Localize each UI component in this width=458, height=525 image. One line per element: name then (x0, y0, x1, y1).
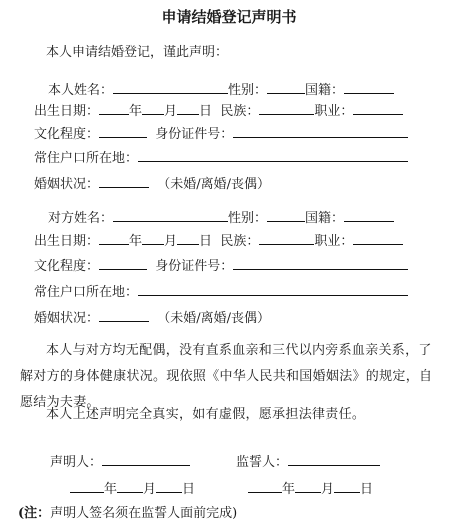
applicant-marital-row (34, 174, 270, 194)
partner-education-field[interactable] (99, 256, 147, 270)
applicant-education-label: 文化程度： (34, 127, 100, 142)
year-label: 年 (129, 234, 143, 249)
declarant-month-field[interactable] (117, 479, 143, 493)
witness-signature-field[interactable] (288, 452, 380, 466)
applicant-nationality-field[interactable] (344, 80, 394, 94)
month-label: 月 (321, 482, 335, 497)
applicant-marital-label: 婚姻状况： (34, 177, 100, 192)
partner-gender-label: 性别： (228, 211, 268, 226)
month-label: 月 (164, 234, 178, 249)
applicant-name-row (48, 80, 394, 100)
day-label: 日 (182, 482, 196, 497)
partner-marital-row (34, 308, 270, 328)
applicant-birth-row (34, 101, 403, 121)
applicant-education-field[interactable] (99, 124, 147, 138)
partner-residence-row (34, 282, 408, 302)
partner-marital-label: 婚姻状况： (34, 311, 100, 326)
declarant-year-field[interactable] (70, 479, 104, 493)
year-label: 年 (282, 482, 296, 497)
applicant-residence-field[interactable] (138, 148, 408, 162)
partner-marital-options: （未婚/离婚/丧偶） (157, 311, 271, 326)
declarant-signature-row (50, 452, 190, 472)
witness-date-row (248, 479, 373, 499)
day-label: 日 (360, 482, 374, 497)
applicant-occupation-field[interactable] (353, 101, 403, 115)
applicant-gender-label: 性别： (228, 83, 268, 98)
applicant-residence-label: 常住户口所在地： (34, 151, 139, 166)
declarant-date-row (70, 479, 195, 499)
partner-ethnicity-label: 民族： (220, 234, 260, 249)
partner-education-label: 文化程度： (34, 259, 100, 274)
partner-birth-row (34, 231, 403, 251)
witness-label: 监誓人： (236, 455, 289, 470)
witness-signature-row (236, 452, 380, 472)
partner-marital-field[interactable] (99, 308, 149, 322)
applicant-residence-row (34, 148, 408, 168)
partner-name-label: 对方姓名： (48, 211, 114, 226)
day-label: 日 (199, 234, 213, 249)
partner-occupation-field[interactable] (353, 231, 403, 245)
applicant-gender-field[interactable] (267, 80, 305, 94)
applicant-birth-label: 出生日期： (34, 104, 100, 119)
applicant-id-label: 身份证件号： (155, 127, 234, 142)
applicant-occupation-label: 职业： (314, 104, 354, 119)
declarant-signature-field[interactable] (102, 452, 190, 466)
applicant-id-field[interactable] (233, 124, 408, 138)
applicant-birth-day-field[interactable] (177, 101, 199, 115)
month-label: 月 (143, 482, 157, 497)
applicant-education-row (34, 124, 408, 144)
partner-birth-day-field[interactable] (177, 231, 199, 245)
partner-occupation-label: 职业： (314, 234, 354, 249)
partner-birth-year-field[interactable] (99, 231, 129, 245)
declaration-paragraph-2: 本人上述声明完全真实，如有虚假，愿承担法律责任。 (46, 407, 366, 422)
note-text: 声明人签名须在监誓人面前完成) (50, 506, 238, 521)
declarant-day-field[interactable] (156, 479, 182, 493)
applicant-name-field[interactable] (113, 80, 228, 94)
partner-residence-label: 常住户口所在地： (34, 285, 139, 300)
partner-birth-label: 出生日期： (34, 234, 100, 249)
applicant-birth-year-field[interactable] (99, 101, 129, 115)
witness-year-field[interactable] (248, 479, 282, 493)
month-label: 月 (164, 104, 178, 119)
partner-nationality-label: 国籍： (305, 211, 345, 226)
partner-id-field[interactable] (233, 256, 408, 270)
partner-name-field[interactable] (113, 208, 228, 222)
partner-ethnicity-field[interactable] (259, 231, 314, 245)
partner-residence-field[interactable] (138, 282, 408, 296)
witness-month-field[interactable] (295, 479, 321, 493)
day-label: 日 (199, 104, 213, 119)
applicant-nationality-label: 国籍： (305, 83, 345, 98)
applicant-marital-options: （未婚/离婚/丧偶） (157, 177, 271, 192)
witness-day-field[interactable] (334, 479, 360, 493)
signature-note (18, 502, 237, 521)
applicant-name-label: 本人姓名： (48, 83, 114, 98)
applicant-ethnicity-label: 民族： (220, 104, 260, 119)
year-label: 年 (104, 482, 118, 497)
partner-education-row (34, 256, 408, 276)
note-prefix: (注： (18, 506, 51, 521)
declarant-label: 声明人： (50, 455, 103, 470)
applicant-ethnicity-field[interactable] (259, 101, 314, 115)
intro-text: 本人申请结婚登记，谨此声明： (46, 45, 229, 60)
applicant-marital-field[interactable] (99, 174, 149, 188)
partner-id-label: 身份证件号： (155, 259, 234, 274)
partner-birth-month-field[interactable] (142, 231, 164, 245)
partner-nationality-field[interactable] (344, 208, 394, 222)
partner-name-row (48, 208, 394, 228)
document-title: 申请结婚登记声明书 (161, 8, 297, 26)
partner-gender-field[interactable] (267, 208, 305, 222)
declaration-paragraph-1: 本人与对方均无配偶，没有直系血亲和三代以内旁系血亲关系，了解对方的身体健康状况。现依照《中华人民共和国婚姻法》的规定，自愿结为夫妻。 (20, 343, 433, 410)
year-label: 年 (129, 104, 143, 119)
applicant-birth-month-field[interactable] (142, 101, 164, 115)
